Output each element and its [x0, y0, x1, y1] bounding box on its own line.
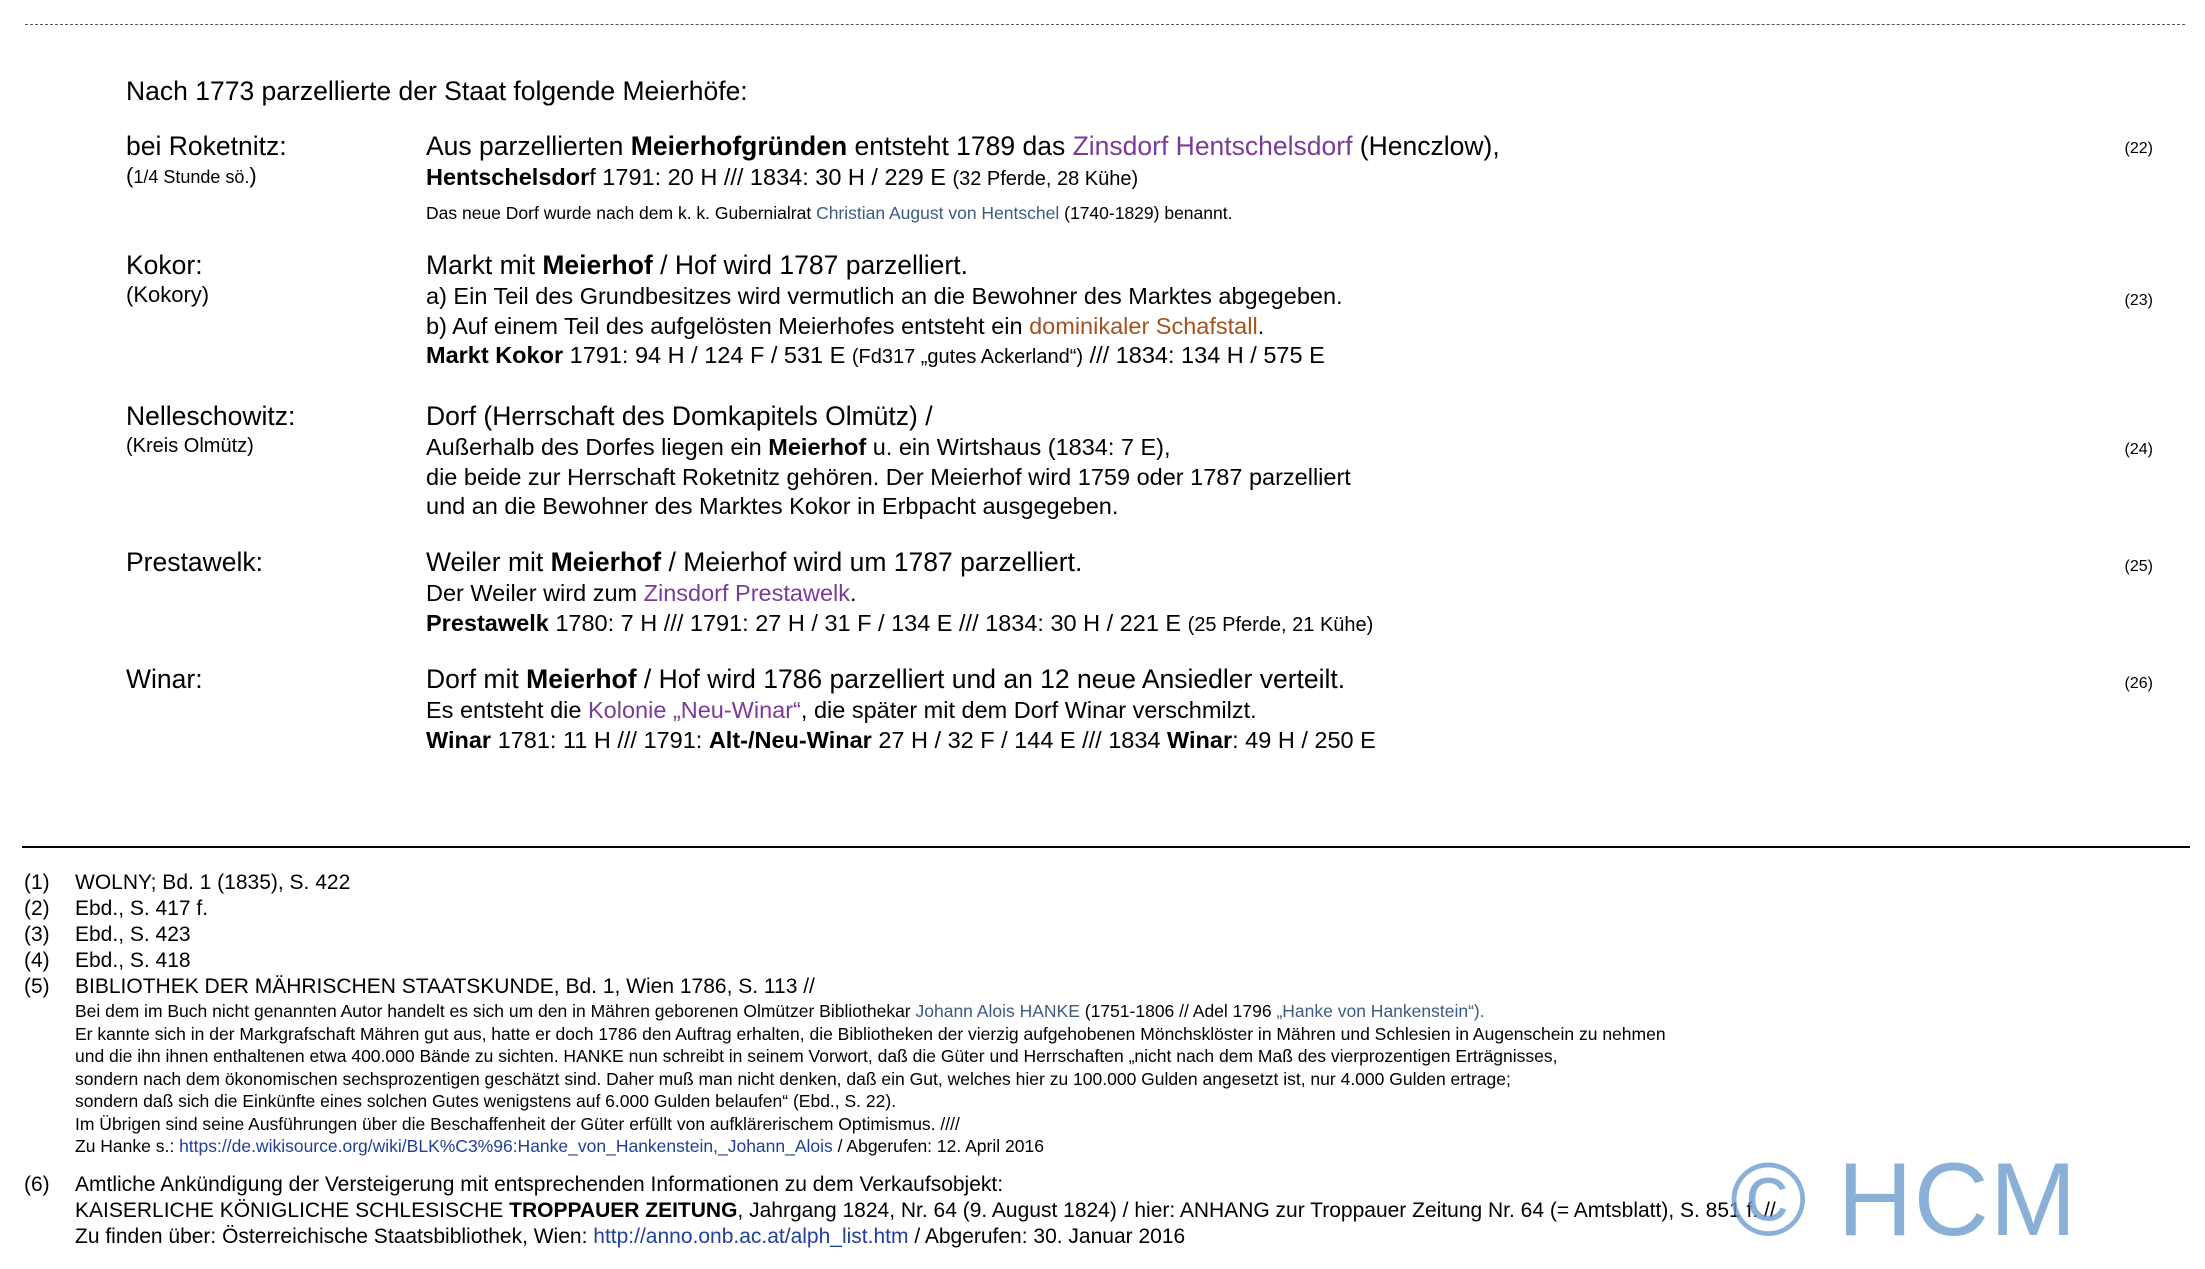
- place-name: Winar:: [126, 664, 203, 694]
- description-line: die beide zur Herrschaft Roketnitz gehören. Der Meierhof wird 1759 oder 1787 parzelliert: [426, 463, 1351, 490]
- schafstall-term: dominikaler Schafstall: [1029, 312, 1258, 339]
- footnote-text: Ebd., S. 418: [75, 949, 191, 972]
- footnote-text: KAISERLICHE KÖNIGLICHE SCHLESISCHE TROPPAUER ZEITUNG, Jahrgang 1824, Nr. 64 (9. August 1824) / hier: ANHANG zur Troppauer Zeitung Nr. 64 (= Amtsblatt), S. 851 f. //: [75, 1198, 1776, 1222]
- description-line: a) Ein Teil des Grundbesitzes wird vermutlich an die Bewohner des Marktes abgegeben.: [426, 283, 1343, 309]
- footnote-5: [0, 974, 2205, 1158]
- footnote-number: (6): [24, 1172, 50, 1196]
- footnote-text: BIBLIOTHEK DER MÄHRISCHEN STAATSKUNDE, Bd. 1, Wien 1786, S. 113 //: [75, 975, 815, 998]
- entry-description: [426, 545, 1373, 640]
- description-line: Außerhalb des Dorfes liegen ein Meierhof u. ein Wirtshaus (1834: 7 E),: [426, 434, 1171, 460]
- footnote-text: Zu finden über: Österreichische Staatsbibliothek, Wien: http://anno.onb.ac.at/alph_list.htm / Abgerufen: 30. Januar 2016: [75, 1224, 1186, 1248]
- description-line: Aus parzellierten Meierhofgründen entsteht 1789 das Zinsdorf Hentschelsdorf (Henczlow),: [426, 131, 1500, 161]
- description-line: Dorf (Herrschaft des Domkapitels Olmütz) /: [426, 401, 933, 431]
- footnote-subtext: und die ihn ihnen enthaltenen etwa 400.000 Bände zu sichten. HANKE nun schreibt in seinem Vorwort, daß die Güter und Herrschaften „nicht nach dem Maß des vierprozentigen Erträgnisses,: [75, 1046, 1558, 1066]
- place-subtitle: (Kreis Olmütz): [126, 435, 254, 457]
- hankenstein-title: „Hanke von Hankenstein“).: [1276, 1001, 1485, 1021]
- copyright-watermark: © HCM: [1730, 1142, 2078, 1258]
- entry-description: [426, 129, 1500, 226]
- footnote-text: Ebd., S. 423: [75, 923, 191, 946]
- place-name: Kokor:: [126, 250, 203, 280]
- person-name-hentschel: Christian August von Hentschel: [816, 202, 1060, 223]
- footnote-1: [0, 870, 2205, 896]
- footnote-text: Amtliche Ankündigung der Versteigerung mit entsprechenden Informationen zu dem Verkaufsobjekt:: [75, 1172, 1004, 1196]
- footnote-reference: (23): [2124, 292, 2153, 309]
- footnote-4: [0, 948, 2205, 974]
- footnote-subtext: Bei dem im Buch nicht genannten Autor handelt es sich um den in Mähren geborenen Olmützer Bibliothekar Johann Alois HANKE (1751-1806 // Adel 1796 „Hanke von Hankenstein“).: [75, 1001, 1485, 1021]
- footnote-3: [0, 922, 2205, 948]
- place-name: Nelleschowitz:: [126, 401, 296, 431]
- statistics-line: Winar 1781: 11 H /// 1791: Alt-/Neu-Winar 27 H / 32 F / 144 E /// 1834 Winar: 49 H / 250 E: [426, 726, 1376, 753]
- footnote-subtext: Im Übrigen sind seine Ausführungen über die Beschaffenheit der Güter erfüllt von aufklärerischem Optimismus. ////: [75, 1113, 960, 1134]
- description-line: Der Weiler wird zum Zinsdorf Prestawelk.: [426, 580, 857, 606]
- footnote-separator: [22, 846, 2190, 848]
- footnote-subtext: Zu Hanke s.: https://de.wikisource.org/wiki/BLK%C3%96:Hanke_von_Hankenstein,_Johann_Alois / Abgerufen: 12. April 2016: [75, 1136, 1044, 1156]
- entry-description: [426, 399, 1351, 522]
- entry-description: [426, 248, 1343, 373]
- kolonie-neu-winar-term: Kolonie „Neu-Winar“: [588, 697, 801, 723]
- description-line: und an die Bewohner des Marktes Kokor in Erbpacht ausgegeben.: [426, 493, 1119, 519]
- footnote-reference: (24): [2124, 441, 2153, 458]
- person-name-hanke: Johann Alois HANKE: [915, 1001, 1080, 1021]
- place-subtitle: (Kokory): [126, 282, 210, 307]
- note-line: Das neue Dorf wurde nach dem k. k. Gubernialrat Christian August von Hentschel (1740-1829) benannt.: [426, 202, 1233, 223]
- zinsdorf-prestawelk-term: Zinsdorf Prestawelk: [643, 580, 850, 606]
- place-name: Prestawelk:: [126, 547, 263, 577]
- description-line: Markt mit Meierhof / Hof wird 1787 parzelliert.: [426, 250, 968, 280]
- footnote-subtext: Er kannte sich in der Markgrafschaft Mähren gut aus, hatte er doch 1786 den Auftrag erhalten, die Bibliotheken der vierzig aufgehobenen Mönchsklöster in Mähren und Schlesien in Augenschein zu nehmen: [75, 1023, 1666, 1044]
- entry-description: [426, 662, 1376, 755]
- footnote-number: (4): [24, 949, 50, 972]
- footnote-subtext: sondern daß sich die Einkünfte eines solchen Gutes wenigstens auf 6.000 Gulden belaufen“ (Ebd., S. 22).: [75, 1091, 897, 1111]
- footnote-reference: (25): [2124, 558, 2153, 575]
- statistics-line: Prestawelk 1780: 7 H /// 1791: 27 H / 31 F / 134 E /// 1834: 30 H / 221 E (25 Pferde, 21 Kühe): [426, 609, 1374, 636]
- description-line: Es entsteht die Kolonie „Neu-Winar“, die später mit dem Dorf Winar verschmilzt.: [426, 697, 1257, 723]
- footnote-reference: (26): [2124, 675, 2153, 692]
- footnote-2: [0, 896, 2205, 922]
- wikisource-link[interactable]: https://de.wikisource.org/wiki/BLK%C3%96:Hanke_von_Hankenstein,_Johann_Alois: [179, 1136, 833, 1156]
- footnote-number: (1): [24, 871, 50, 894]
- footnote-number: (3): [24, 923, 50, 946]
- statistics-line: Markt Kokor 1791: 94 H / 124 F / 531 E (Fd317 „gutes Ackerland“) /// 1834: 134 H / 575 E: [426, 342, 1325, 368]
- top-dashed-rule: [25, 24, 2185, 25]
- description-line: b) Auf einem Teil des aufgelösten Meierhofes entsteht ein dominikaler Schafstall.: [426, 312, 1265, 339]
- footnote-number: (5): [24, 975, 50, 998]
- zinsdorf-hentschelsdorf-term: Zinsdorf Hentschelsdorf: [1072, 131, 1353, 161]
- footnote-text: Ebd., S. 417 f.: [75, 897, 209, 920]
- footnote-text: WOLNY; Bd. 1 (1835), S. 422: [75, 871, 351, 894]
- place-name: bei Roketnitz:: [126, 131, 287, 161]
- footnote-subtext: sondern nach dem ökonomischen sechsprozentigen geschätzt sind. Daher muß man nicht denken, daß ein Gut, welches hier zu 100.000 Gulden angesetzt ist, nur 4.000 Gulden ertrage;: [75, 1068, 1511, 1089]
- intro-heading: Nach 1773 parzellierte der Staat folgende Meierhöfe:: [126, 76, 748, 106]
- statistics-line: Hentschelsdorf 1791: 20 H /// 1834: 30 H / 229 E (32 Pferde, 28 Kühe): [426, 164, 1139, 190]
- place-subtitle: (1/4 Stunde sö.): [126, 163, 257, 188]
- anno-onb-link[interactable]: http://anno.onb.ac.at/alph_list.htm: [593, 1224, 909, 1248]
- footnote-reference: (22): [2124, 140, 2153, 157]
- footnote-number: (2): [24, 897, 50, 920]
- description-line: Dorf mit Meierhof / Hof wird 1786 parzelliert und an 12 neue Ansiedler verteilt.: [426, 664, 1346, 694]
- description-line: Weiler mit Meierhof / Meierhof wird um 1787 parzelliert.: [426, 547, 1083, 577]
